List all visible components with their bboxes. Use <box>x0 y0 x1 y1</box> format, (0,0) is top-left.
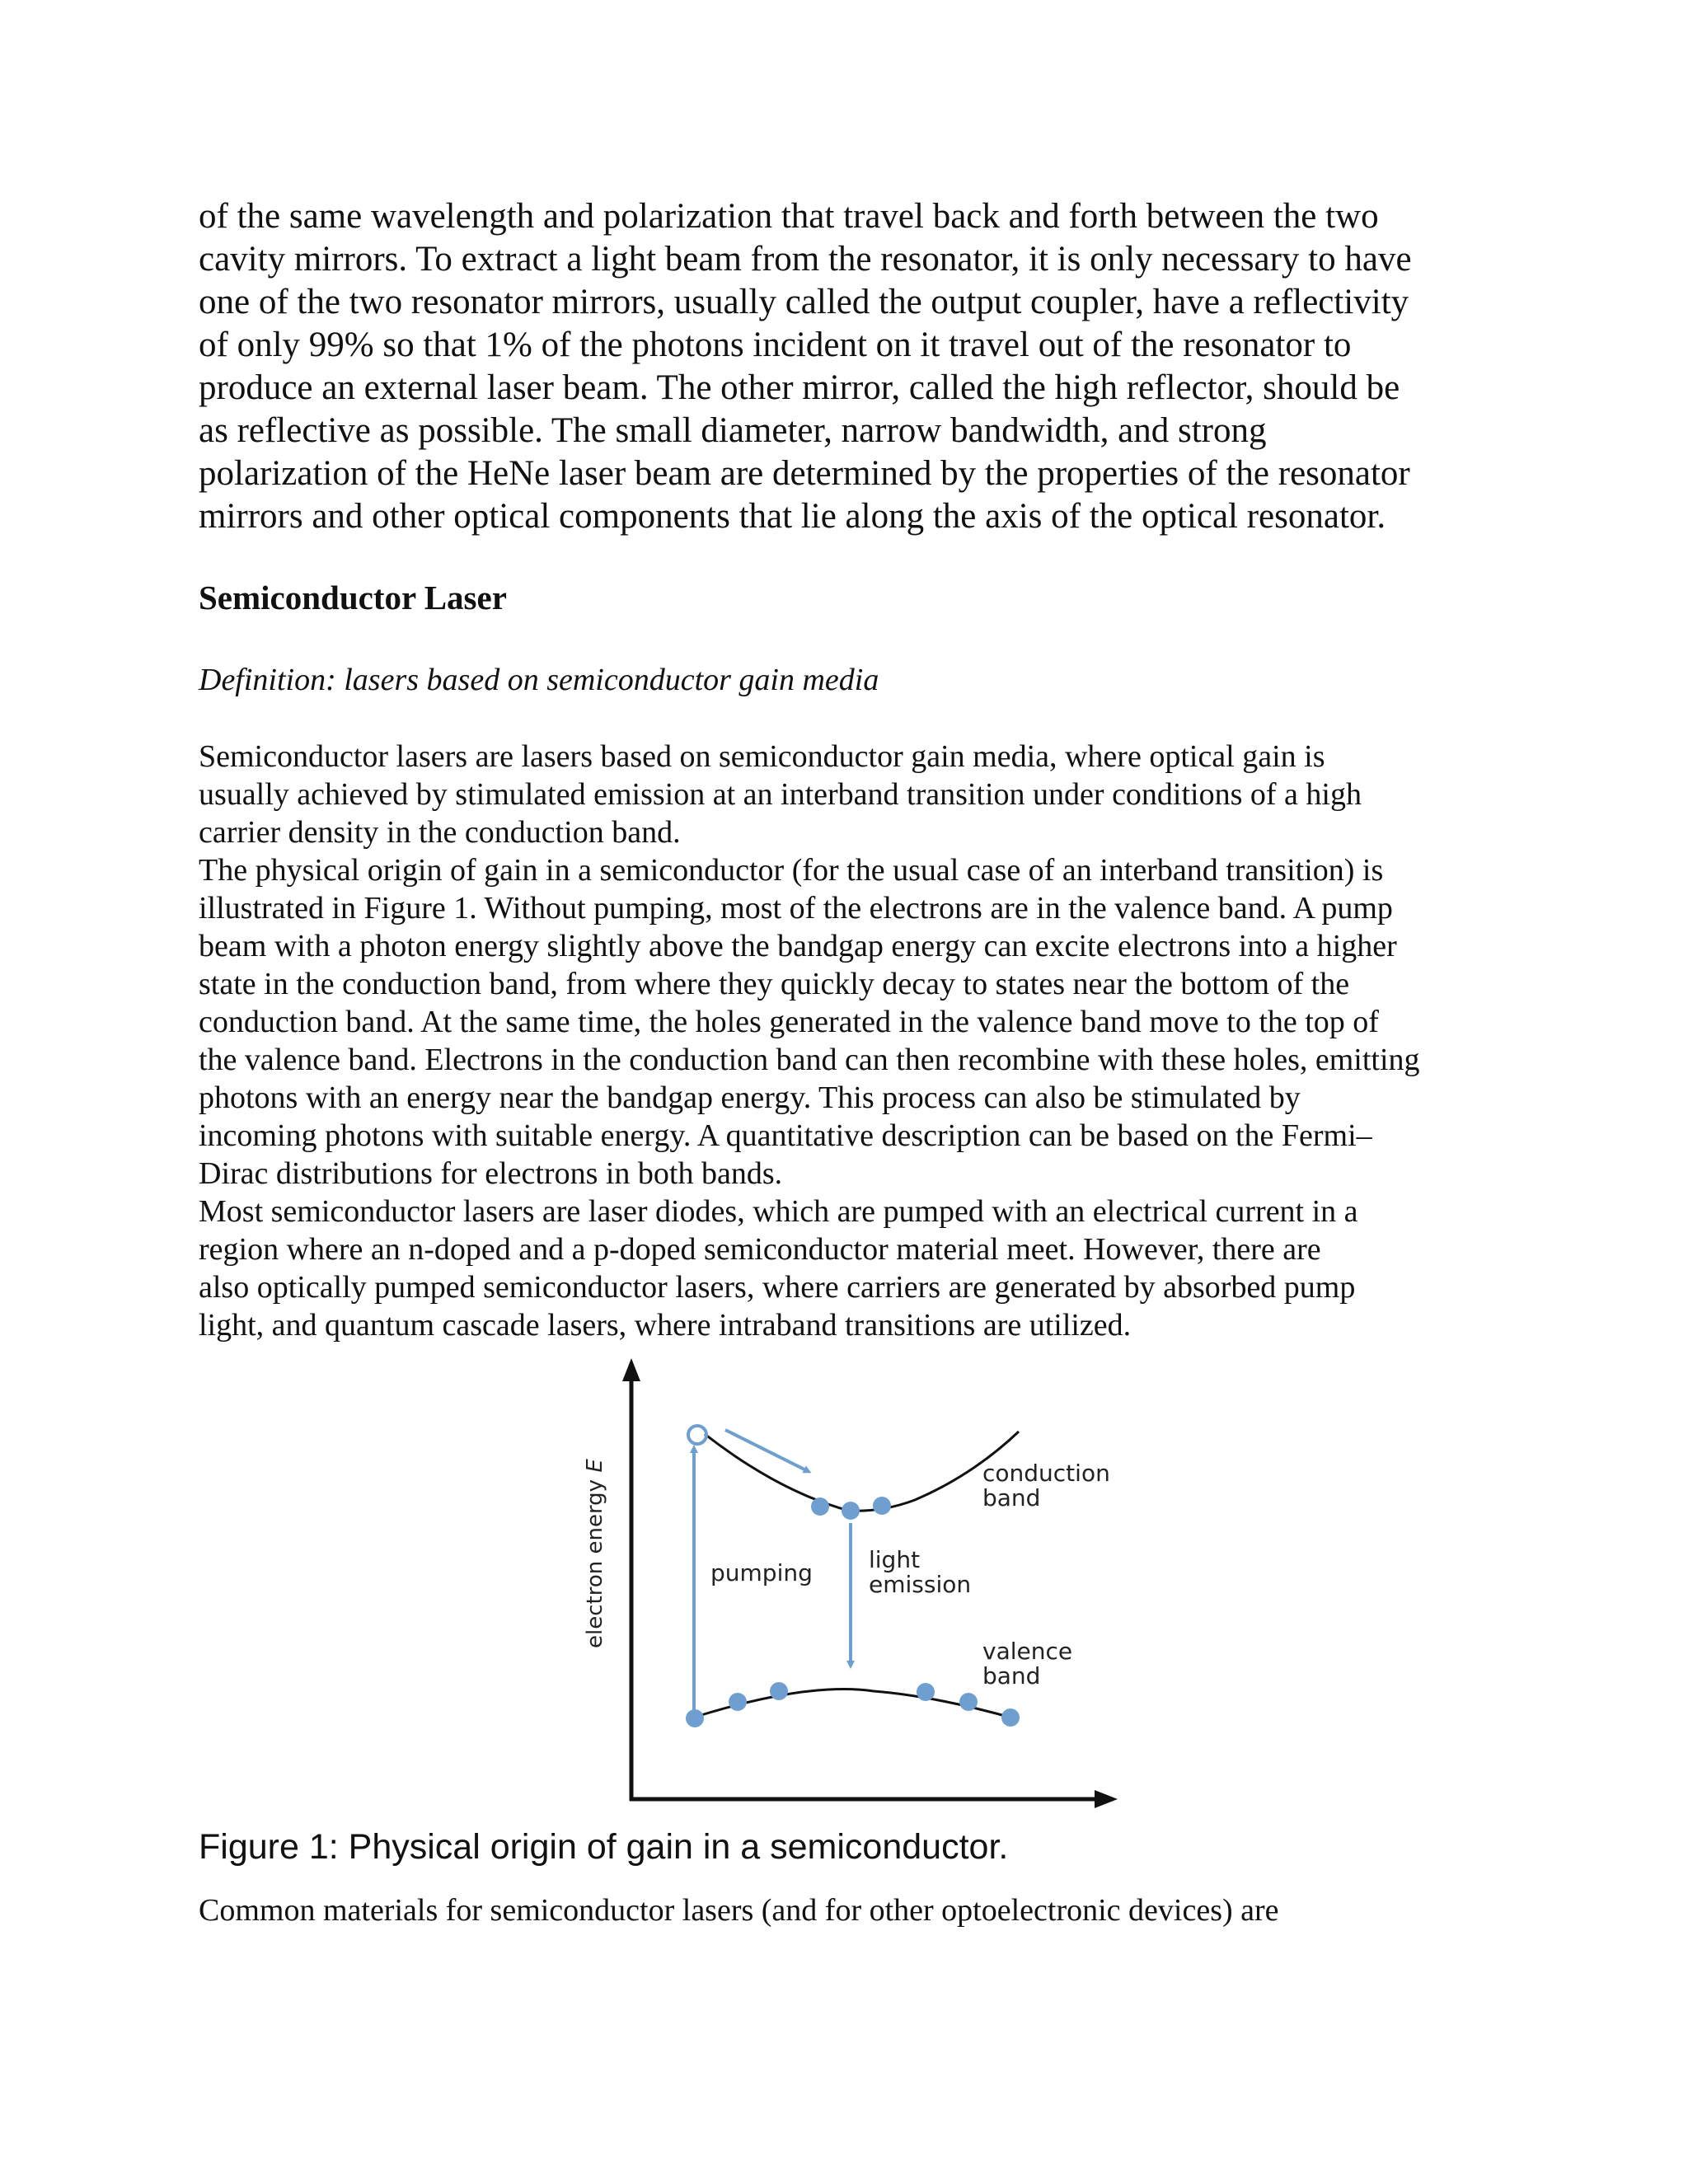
electron-dot <box>959 1693 978 1711</box>
text-line: beam with a photon energy slightly above the bandgap energy can excite electrons into a higher <box>199 929 1397 963</box>
text-line: light, and quantum cascade lasers, where intraband transitions are utilized. <box>199 1308 1132 1343</box>
text-line: region where an n-doped and a p-doped semiconductor material meet. However, there are <box>199 1232 1321 1267</box>
electron-dot <box>1001 1708 1020 1727</box>
text-line: the valence band. Electrons in the conduction band can then recombine with these holes, emitting <box>199 1043 1420 1077</box>
text-line: state in the conduction band, from where they quickly decay to states near the bottom of the <box>199 967 1350 1001</box>
figure-caption: Figure 1: Physical origin of gain in a semiconductor. <box>199 1827 1009 1867</box>
text-line: photons with an energy near the bandgap energy. This process can also be stimulated by <box>199 1080 1301 1115</box>
text-line: carrier density in the conduction band. <box>199 815 681 850</box>
text-line: one of the two resonator mirrors, usually called the output coupler, have a reflectivity <box>199 283 1409 321</box>
relaxation-arrow <box>725 1430 808 1471</box>
electron-dot <box>729 1693 747 1711</box>
text-line: conduction band. At the same time, the holes generated in the valence band move to the top of <box>199 1005 1379 1039</box>
text-line: of the same wavelength and polarization that travel back and forth between the two <box>199 197 1379 236</box>
conduction-band-label: conduction <box>982 1460 1110 1487</box>
section-heading: Semiconductor Laser <box>199 579 507 616</box>
electron-dot <box>811 1497 829 1516</box>
intro-paragraph <box>199 195 1509 538</box>
definition-line: Definition: lasers based on semiconductor gain media <box>199 663 879 697</box>
band-diagram-figure <box>560 1352 1137 1813</box>
text-line: usually achieved by stimulated emission at an interband transition under conditions of a high <box>199 777 1362 812</box>
y-axis-arrowhead <box>622 1358 640 1381</box>
hole-marker <box>688 1426 706 1444</box>
light-emission-label: light <box>869 1546 921 1573</box>
text-line: also optically pumped semiconductor lasers, where carriers are generated by absorbed pump <box>199 1270 1356 1305</box>
text-line: incoming photons with suitable energy. A quantitative description can be based on the Fermi– <box>199 1118 1372 1153</box>
text-line: of only 99% so that 1% of the photons incident on it travel out of the resonator to <box>199 326 1352 364</box>
conduction-band-label: band <box>982 1484 1041 1511</box>
y-axis-label: electron energy E <box>583 1459 607 1648</box>
text-line: Most semiconductor lasers are laser diodes, which are pumped with an electrical current in a <box>199 1194 1358 1229</box>
text-line: polarization of the HeNe laser beam are determined by the properties of the resonator <box>199 454 1410 493</box>
electron-dot <box>686 1709 704 1727</box>
text-line: cavity mirrors. To extract a light beam from the resonator, it is only necessary to have <box>199 240 1412 279</box>
light-emission-label: emission <box>869 1571 972 1598</box>
pumping-label: pumping <box>710 1559 813 1586</box>
text-line: illustrated in Figure 1. Without pumping, most of the electrons are in the valence band. A pump <box>199 891 1393 926</box>
text-line: as reflective as possible. The small diameter, narrow bandwidth, and strong <box>199 411 1267 450</box>
electron-dot <box>842 1502 860 1520</box>
text-line: Semiconductor lasers are lasers based on semiconductor gain media, where optical gain is <box>199 739 1325 774</box>
electron-dot <box>873 1497 891 1515</box>
electron-dot <box>770 1682 788 1700</box>
continuation-line: Common materials for semiconductor lasers (and for other optoelectronic devices) are <box>199 1893 1279 1928</box>
text-line: produce an external laser beam. The other mirror, called the high reflector, should be <box>199 368 1400 407</box>
electron-dot <box>917 1683 935 1701</box>
text-line: Dirac distributions for electrons in both bands. <box>199 1156 783 1191</box>
body-paragraphs <box>199 738 1550 1344</box>
x-axis-arrowhead <box>1095 1790 1118 1808</box>
text-line: The physical origin of gain in a semiconductor (for the usual case of an interband transition) is <box>199 853 1384 888</box>
valence-band-label: valence <box>982 1638 1073 1665</box>
valence-band-label: band <box>982 1662 1041 1690</box>
text-line: mirrors and other optical components that lie along the axis of the optical resonator. <box>199 497 1386 536</box>
